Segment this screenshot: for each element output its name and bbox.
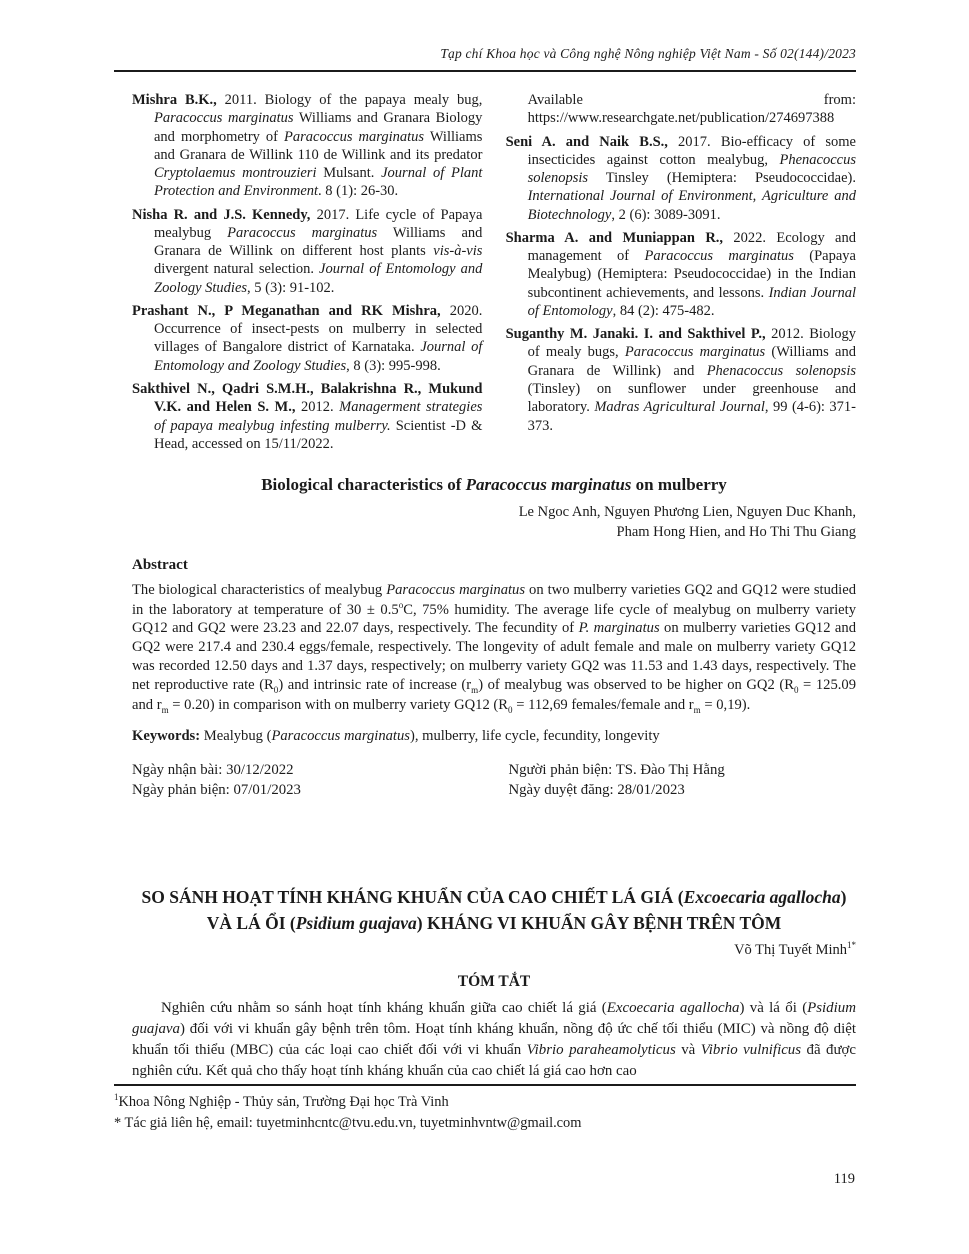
abstract-heading: Abstract	[132, 557, 188, 574]
date-received: Ngày nhận bài: 30/12/2022	[132, 761, 294, 778]
dates-right	[508, 760, 856, 801]
reference-entry: Mishra B.K., 2011. Biology of the papaya mealy bug, Paracoccus marginatus Williams and Granara Biology and morphometry of Paracoccus marginatus Williams and Granara de Willink 110 de Willink and its predator Cryptolaemus montrouzieri Mulsant. Journal of Plant Protection and Environment. 8 (1): 26-30.	[132, 92, 483, 200]
footnote-contact: * Tác giả liên hệ, email: tuyetminhcntc@tvu.edu.vn, tuyetminhvntw@gmail.com	[114, 1114, 582, 1131]
dates-left	[132, 760, 508, 801]
page-content	[114, 46, 856, 1134]
author-vi: Võ Thị Tuyết Minh$^{1*}$	[734, 939, 856, 958]
tomtat-heading: TÓM TẮT	[457, 973, 531, 991]
keywords-line: Keywords: Mealybug (Paracoccus marginatus), mulberry, life cycle, fecundity, longevity	[132, 727, 660, 744]
reviewer-name: Người phản biện: TS. Đào Thị Hằng	[508, 761, 725, 778]
reference-entry: Suganthy M. Janaki. I. and Sakthivel P., 2012. Biology of mealy bugs, Paracoccus marginatus (Williams and Granara de Willink) and Phenacoccus solenopsis (Tinsley) on sunflower under greenhouse and laboratory. Madras Agricultural Journal, 99 (4-6): 371-373.	[505, 326, 856, 434]
authors-en	[132, 502, 856, 542]
footnote-divider	[114, 1084, 856, 1086]
footnote-affiliation: $^1$Khoa Nông Nghiệp - Thủy sản, Trường Đại học Trà Vinh	[114, 1092, 449, 1111]
reference-entry: Nisha R. and J.S. Kennedy, 2017. Life cycle of Papaya mealybug Paracoccus marginatus Williams and Granara de Willink on different host plants vis-à-vis divergent natural selection. Journal of Entomology and Zoology Studies, 5 (3): 91-102.	[132, 206, 483, 296]
references-column-left	[132, 91, 482, 458]
article-title-vi: SO SÁNH HOẠT TÍNH KHÁNG KHUẨN CỦA CAO CHIẾT LÁ GIÁ (Excoecaria agallocha) VÀ LÁ ỔI (Psidium guajava) KHÁNG VI KHUẨN GÂY BỆNH TRÊN TÔM	[141, 887, 847, 933]
dates-block	[132, 760, 856, 801]
article-title-en: Biological characteristics of Paracoccus marginatus on mulberry	[261, 475, 727, 495]
body-block	[132, 91, 856, 1081]
journal-header: Tạp chí Khoa học và Công nghệ Nông nghiệp Việt Nam - Số 02(144)/2023	[114, 46, 856, 72]
authors-line: Pham Hong Hien, and Ho Thi Thu Giang	[616, 524, 856, 541]
authors-line: Le Ngoc Anh, Nguyen Phương Lien, Nguyen Duc Khanh,	[518, 504, 856, 521]
references-column-right	[506, 91, 856, 458]
page-number: 119	[833, 1171, 855, 1187]
reference-continuation: Available from: https://www.researchgate.net/publication/274697388	[527, 92, 856, 127]
footnotes	[114, 1091, 856, 1134]
reference-entry: Prashant N., P Meganathan and RK Mishra, 2020. Occurrence of insect-pests on mulberry in selected villages of Bangalore district of Karnataka. Journal of Entomology and Zoology Studies, 8 (3): 995-998.	[132, 302, 483, 374]
reference-entry: Seni A. and Naik B.S., 2017. Bio-efficacy of some insecticides against cotton mealybug, Phenacoccus solenopsis Tinsley (Hemiptera: Pseudococcidae). International Journal of Environment, Agriculture and Biotechnology, 2 (6): 3089-3091.	[505, 133, 856, 223]
date-approved: Ngày duyệt đăng: 28/01/2023	[508, 782, 685, 799]
reference-entry: Sharma A. and Muniappan R., 2022. Ecology and management of Paracoccus marginatus (Papaya Mealybug) (Hemiptera: Pseudococcidae) in the Indian subcontinent achievements, and lessons. Indian Journal of Entomology, 84 (2): 475-482.	[505, 229, 856, 319]
date-reviewed: Ngày phản biện: 07/01/2023	[132, 782, 301, 799]
reference-entry: Sakthivel N., Qadri S.M.H., Balakrishna R., Mukund V.K. and Helen S. M., 2012. Managerment strategies of papaya mealybug infesting mulberry. Scientist -D & Head, accessed on 15/11/2022.	[132, 380, 483, 452]
abstract-text: The biological characteristics of mealybug Paracoccus marginatus on two mulberry varieties GQ2 and GQ12 were studied in the laboratory at temperature of $30 \pm 0.5^oC$, 75% humidity. The average life cycle of mealybug on mulberry variety GQ12 and GQ2 were 23.23 and 22.07 days, respectively. The fecundity of P. marginatus on mulberry varieties GQ12 and GQ2 were 217.4 and 230.4 eggs/female, respectively. The longevity of adult female and male on mulberry variety GQ12 was recorded 12.50 days and 1.37 days, respectively; on mulberry variety GQ2 was 11.53 and 1.43 days, respectively. The net reproductive rate $(R_0)$ and intrinsic rate of increase $(r_m)$ of mealybug was observed to be higher on GQ2 ($R_0 = 125.09$ and $r_m = 0.20$) in comparison with on mulberry variety GQ12 ($R_0 = 112,69$ females/female and $r_m = 0,19$).	[132, 582, 857, 716]
abstract-text-vi: Nghiên cứu nhằm so sánh hoạt tính kháng khuẩn giữa cao chiết lá giá (Excoecaria agallocha) và lá ổi (Psidium guajava) đối với vi khuẩn gây bệnh trên tôm. Hoạt tính kháng khuẩn, nồng độ ức chế tối thiểu (MIC) và nồng độ diệt khuẩn tối thiểu (MBC) của các loại cao chiết đối với vi khuẩn Vibrio paraheamolyticus và Vibrio vulnificus đã được nghiên cứu. Kết quả cho thấy hoạt tính kháng khuẩn của cao chiết lá giá cao hơn cao	[132, 1000, 857, 1079]
references-section	[132, 91, 856, 458]
